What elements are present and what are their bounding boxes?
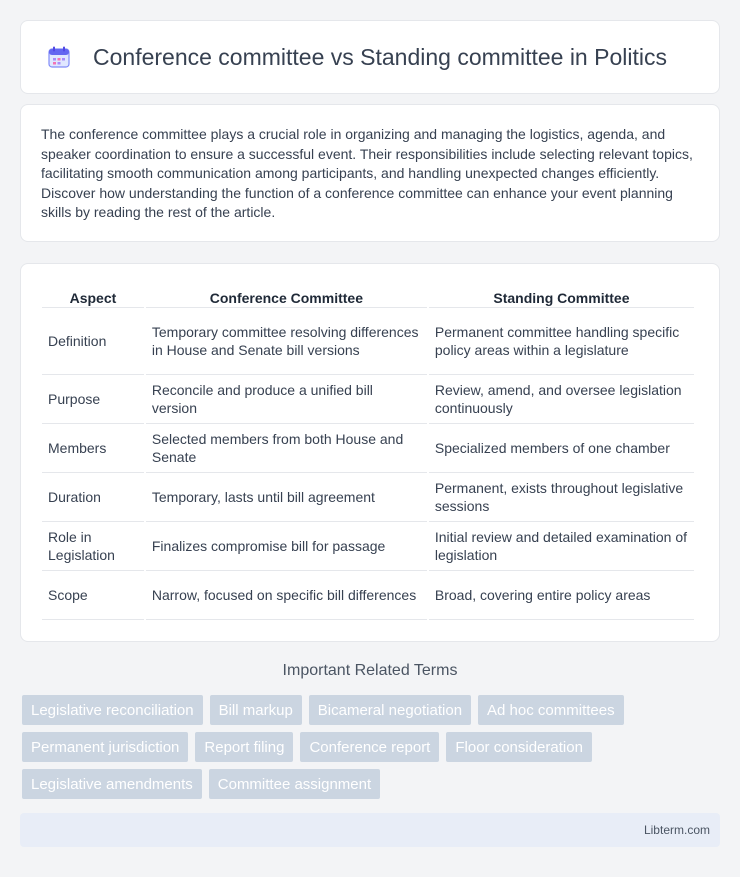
tag-report-filing[interactable]: Report filing [195,732,293,762]
cell-aspect: Purpose [42,375,144,424]
cell-aspect: Scope [42,571,144,620]
tag-legislative-reconciliation[interactable]: Legislative reconciliation [22,695,203,725]
table-row [42,375,694,424]
page-title: Conference committee vs Standing committee in Politics [93,43,667,70]
intro-paragraph: The conference committee plays a crucial role in organizing and managing the logistics, agenda, and speaker coordination to ensure a successful event. Their responsibilities include selecting relevant topics, facilitating smooth communication among participants, and handling unexpected changes efficiently. Discover how understanding the function of a conference committee can enhance your event planning skills by reading the rest of the article. [41,126,693,220]
related-terms-title: Important Related Terms [282,662,458,679]
cell-conference: Narrow, focused on specific bill differences [146,571,427,620]
table-header-row [42,284,694,308]
table-row [42,571,694,620]
tag-ad-hoc-committees[interactable]: Ad hoc committees [478,695,624,725]
column-header-conference: Conference Committee [146,284,427,308]
cell-conference: Reconcile and produce a unified bill version [146,375,427,424]
cell-conference: Selected members from both House and Senate [146,424,427,473]
cell-standing: Permanent committee handling specific policy areas within a legislature [429,308,694,375]
cell-aspect: Role in Legislation [42,522,144,571]
footer [20,813,720,847]
column-header-standing: Standing Committee [429,284,694,308]
tag-conference-report[interactable]: Conference report [300,732,439,762]
tag-committee-assignment[interactable]: Committee assignment [209,769,380,799]
cell-standing: Review, amend, and oversee legislation continuously [429,375,694,424]
cell-standing: Permanent, exists throughout legislative sessions [429,473,694,522]
cell-aspect: Definition [42,308,144,375]
comparison-table [40,284,696,620]
tag-floor-consideration[interactable]: Floor consideration [446,732,592,762]
header-card [20,20,720,94]
tag-legislative-amendments[interactable]: Legislative amendments [22,769,202,799]
table-row [42,522,694,571]
cell-conference: Finalizes compromise bill for passage [146,522,427,571]
tag-permanent-jurisdiction[interactable]: Permanent jurisdiction [22,732,188,762]
cell-conference: Temporary, lasts until bill agreement [146,473,427,522]
related-terms-tags [22,695,722,806]
comparison-table-card [20,263,720,642]
cell-conference: Temporary committee resolving differences in House and Senate bill versions [146,308,427,375]
column-header-aspect: Aspect [42,284,144,308]
tag-bicameral-negotiation[interactable]: Bicameral negotiation [309,695,471,725]
table-row [42,424,694,473]
cell-aspect: Duration [42,473,144,522]
footer-site-link[interactable]: Libterm.com [643,823,710,837]
table-row [42,308,694,375]
cell-standing: Specialized members of one chamber [429,424,694,473]
calendar-icon [47,45,71,69]
cell-standing: Initial review and detailed examination of legislation [429,522,694,571]
cell-aspect: Members [42,424,144,473]
intro-card [20,104,720,242]
table-row [42,473,694,522]
cell-standing: Broad, covering entire policy areas [429,571,694,620]
tag-bill-markup[interactable]: Bill markup [210,695,302,725]
